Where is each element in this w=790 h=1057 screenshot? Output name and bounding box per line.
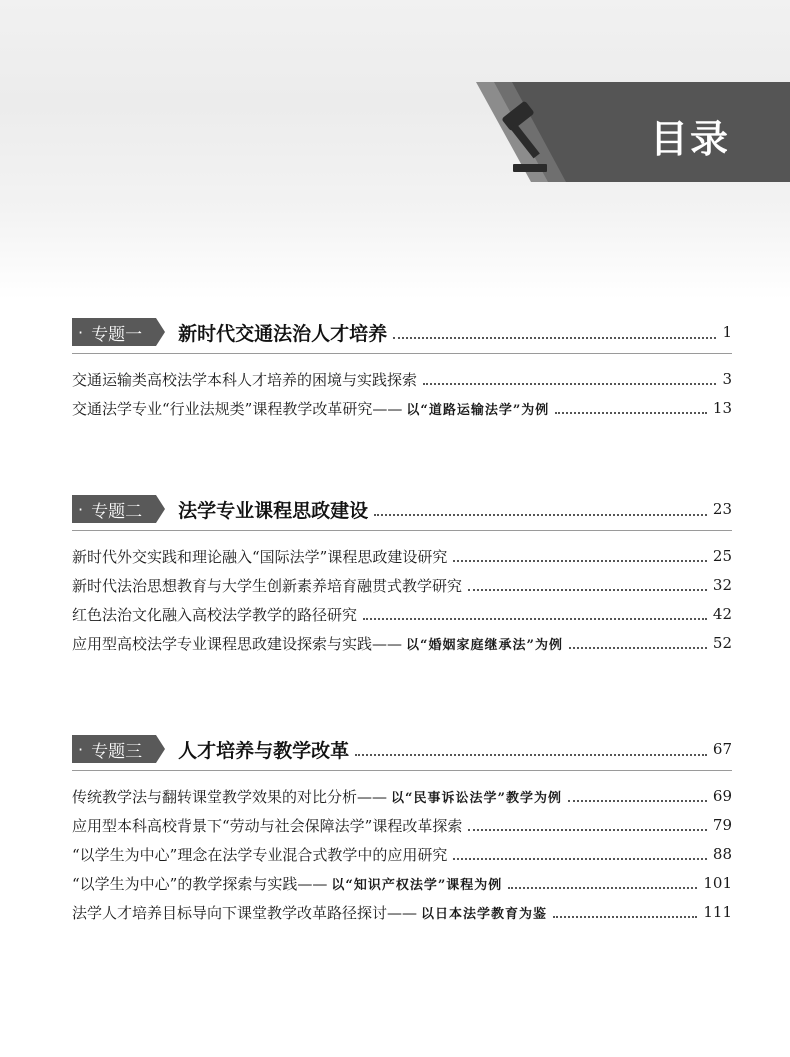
toc-section-2 [72, 492, 732, 656]
dot-leader [393, 337, 716, 339]
dot-leader [553, 916, 697, 918]
dot-leader [355, 754, 707, 756]
dot-leader [374, 514, 707, 516]
toc-entry[interactable] [72, 841, 732, 867]
entry-title: 新时代外交实践和理论融入“国际法学”课程思政建设研究 [72, 547, 448, 566]
entry-title: 交通法学专业“行业法规类”课程教学改革研究—— [72, 399, 403, 418]
dot-leader [453, 560, 707, 562]
page-number: 52 [712, 634, 732, 652]
page-number: 79 [712, 816, 732, 834]
entry-title: 交通运输类高校法学本科人才培养的困境与实践探索 [72, 370, 418, 389]
section-heading[interactable] [72, 492, 732, 526]
entry-title: “以学生为中心”的教学探索与实践—— [72, 874, 328, 893]
toc-entry[interactable] [72, 572, 732, 598]
section-divider [72, 770, 732, 771]
entry-subtitle: 以“民事诉讼法学”教学为例 [391, 790, 562, 806]
entry-title: 新时代法治思想教育与大学生创新素养培育融贯式教学研究 [72, 576, 463, 595]
section-heading[interactable] [72, 315, 732, 349]
page-title: 目录 [649, 117, 730, 161]
page-number: 69 [712, 787, 732, 805]
dot-leader [453, 858, 707, 860]
page-number: 101 [703, 874, 732, 892]
page-number: 88 [712, 845, 732, 863]
dot-leader [363, 618, 707, 620]
section-title: 新时代交通法治人才培养 [178, 322, 388, 345]
entry-subtitle: 以“知识产权法学”课程为例 [331, 877, 503, 893]
entry-title: “以学生为中心”理念在法学专业混合式教学中的应用研究 [72, 845, 448, 864]
title-banner [436, 82, 790, 182]
entry-title: 传统教学法与翻转课堂教学效果的对比分析—— [72, 787, 388, 806]
entry-subtitle: 以“道路运输法学”为例 [406, 402, 550, 418]
dot-leader [569, 647, 707, 649]
dot-leader [555, 412, 707, 414]
entry-subtitle: 以日本法学教育为鉴 [421, 906, 548, 922]
toc-entry[interactable] [72, 601, 732, 627]
entry-title: 红色法治文化融入高校法学教学的路径研究 [72, 605, 358, 624]
entry-title: 法学人才培养目标导向下课堂教学改革路径探讨—— [72, 903, 418, 922]
toc-entry[interactable] [72, 366, 732, 392]
dot-leader [423, 383, 716, 385]
toc-section-3 [72, 732, 732, 925]
toc-entry[interactable] [72, 870, 732, 896]
page-number: 67 [712, 740, 732, 758]
page-number: 13 [712, 399, 732, 417]
dot-leader [468, 829, 707, 831]
section-badge: · 专题三 [72, 735, 156, 763]
section-divider [72, 530, 732, 531]
toc-entry[interactable] [72, 395, 732, 421]
entry-subtitle: 以“婚姻家庭继承法”为例 [406, 637, 563, 653]
page-number: 32 [712, 576, 732, 594]
dot-leader [468, 589, 707, 591]
section-badge: · 专题一 [72, 318, 156, 346]
entry-title: 应用型本科高校背景下“劳动与社会保障法学”课程改革探索 [72, 816, 463, 835]
toc-section-1 [72, 315, 732, 421]
page-number: 42 [712, 605, 732, 623]
section-divider [72, 353, 732, 354]
section-title: 人才培养与教学改革 [178, 739, 350, 762]
gavel-icon [495, 100, 565, 180]
page-number: 111 [703, 903, 732, 921]
section-title: 法学专业课程思政建设 [178, 499, 369, 522]
dot-leader [508, 887, 697, 889]
entry-title: 应用型高校法学专业课程思政建设探索与实践—— [72, 634, 403, 653]
toc-entry[interactable] [72, 783, 732, 809]
page-number: 3 [722, 370, 732, 388]
dot-leader [568, 800, 707, 802]
section-badge: · 专题二 [72, 495, 156, 523]
page-number: 25 [712, 547, 732, 565]
toc-entry[interactable] [72, 899, 732, 925]
page-number: 1 [722, 323, 732, 341]
toc-entry[interactable] [72, 543, 732, 569]
toc-entry[interactable] [72, 630, 732, 656]
page-number: 23 [712, 500, 732, 518]
section-heading[interactable] [72, 732, 732, 766]
toc-entry[interactable] [72, 812, 732, 838]
